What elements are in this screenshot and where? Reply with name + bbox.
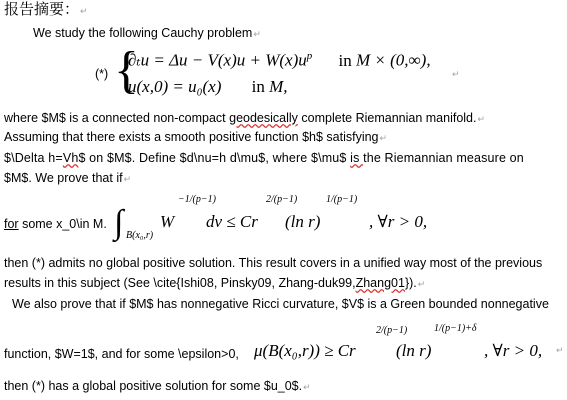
define-spellcheck-1: Vh <box>62 151 79 165</box>
ricci-text: We also prove that if $M$ has nonnegative Ricci curvature, $V$ is a Green bounded nonnegative <box>12 297 549 311</box>
assumption-line <box>4 129 387 146</box>
paragraph-mark-icon: ↵ <box>379 133 388 143</box>
integral-quantifier: , ∀r > 0, <box>369 212 428 231</box>
equation-label: (*) <box>95 67 109 81</box>
manifold-text-before: where $M$ is a connected non-compact <box>4 111 230 125</box>
paragraph-mark-icon: ↵ <box>303 382 311 392</box>
equation-line-2-text: u(x,0) = u₀(x) <box>128 77 222 96</box>
manifold-text-after: complete Riemannian manifold. <box>297 111 477 125</box>
heading-text: 报告摘要： <box>4 1 80 18</box>
integral-exponent-1-text: −1/(p−1) <box>178 194 216 205</box>
prove-text: $M$. We prove that if <box>4 171 123 185</box>
integral-sign-icon: ∫ <box>114 204 124 241</box>
paragraph-mark-icon: ↵ <box>123 174 132 184</box>
function-mu-term: μ(B(x₀,r)) ≥ Cr <box>254 341 356 360</box>
conclusion-line-2-spellcheck: Zhang01 <box>355 276 405 290</box>
integral-exponent-2: 2/(p−1) <box>266 194 298 205</box>
integral-middle: dν ≤ Cr <box>206 212 258 231</box>
conclusion-line-1-text: then (*) admits no global positive solution. This result covers in a unified way most of the previous <box>4 256 543 270</box>
define-text-c: $ on $M$. Define $d\nu=h d\mu$, where $\mu$ <box>78 151 351 165</box>
assumption-text: Assuming that there exists a smooth positive function $h$ satisfying <box>4 130 379 144</box>
integral-exponent-1 <box>178 194 216 205</box>
intro-text: We study the following Cauchy problem <box>33 26 253 40</box>
function-exponent-1: 2/(p−1) <box>376 325 408 336</box>
integral-exponent-3: 1/(p−1) <box>326 194 358 205</box>
conclusion-line-2-text-c: }). <box>404 276 417 290</box>
equation-line-1-exponent: p <box>306 50 313 62</box>
paragraph-mark-icon: ↵ <box>80 6 88 16</box>
paragraph-mark-icon: ↵ <box>452 69 460 79</box>
integral-prefix-text: some x_0\in M. <box>18 217 107 231</box>
integral-subscript: B(x₀,r) <box>126 230 154 241</box>
final-text: then (*) has a global positive solution for some $u_0$. <box>4 379 303 393</box>
equation-line-1 <box>128 50 431 71</box>
prove-line <box>4 170 131 187</box>
function-exponent-2: 1/(p−1)+δ <box>434 323 477 334</box>
function-condition <box>4 325 564 375</box>
conclusion-line-2-text-a: results in this subject (See \cite{Ishi08, Pinsky09, Zhang-duk99, <box>4 276 356 290</box>
manifold-line <box>4 110 485 127</box>
define-spellcheck-2: is <box>350 151 364 165</box>
paragraph-mark-icon: ↵ <box>417 279 426 289</box>
intro-line <box>33 25 261 42</box>
equation-line-2-domain: M, <box>269 77 288 96</box>
conclusion-line-1 <box>4 255 542 271</box>
equation-line-2-domain-prefix: in <box>251 77 265 96</box>
integral-log-term: (ln r) <box>285 212 321 231</box>
integral-weight-symbol: W <box>160 212 175 231</box>
function-quantifier: , ∀r > 0, <box>484 341 543 360</box>
ricci-line <box>12 296 549 312</box>
integral-condition-prefix <box>4 216 107 232</box>
manifold-spellcheck-word: geodesically <box>229 111 298 125</box>
integral-condition <box>4 194 564 246</box>
conclusion-line-2 <box>4 275 425 292</box>
final-line <box>4 378 311 395</box>
paragraph-mark-icon: ↵ <box>556 345 564 355</box>
define-text-e: the Riemannian measure on <box>363 151 524 165</box>
equation-line-2 <box>128 77 288 97</box>
function-log-term: (ln r) <box>396 341 432 360</box>
define-line <box>4 150 524 166</box>
equation-system <box>95 42 460 103</box>
equation-line-1-text: ∂ₜu = Δu − V(x)u + W(x)u <box>128 50 307 70</box>
report-heading <box>4 2 88 19</box>
paragraph-mark-icon: ↵ <box>253 29 261 39</box>
left-brace: { <box>114 42 139 99</box>
paragraph-mark-icon: ↵ <box>477 114 486 124</box>
define-text-a: $\Delta h= <box>4 151 63 165</box>
equation-line-1-domain: M × (0,∞), <box>356 50 431 70</box>
integral-prefix-underlined: for <box>4 217 19 231</box>
function-condition-prefix: function, $W=1$, and for some \epsilon>0, <box>4 347 239 361</box>
equation-line-1-domain-prefix: in <box>338 50 352 70</box>
